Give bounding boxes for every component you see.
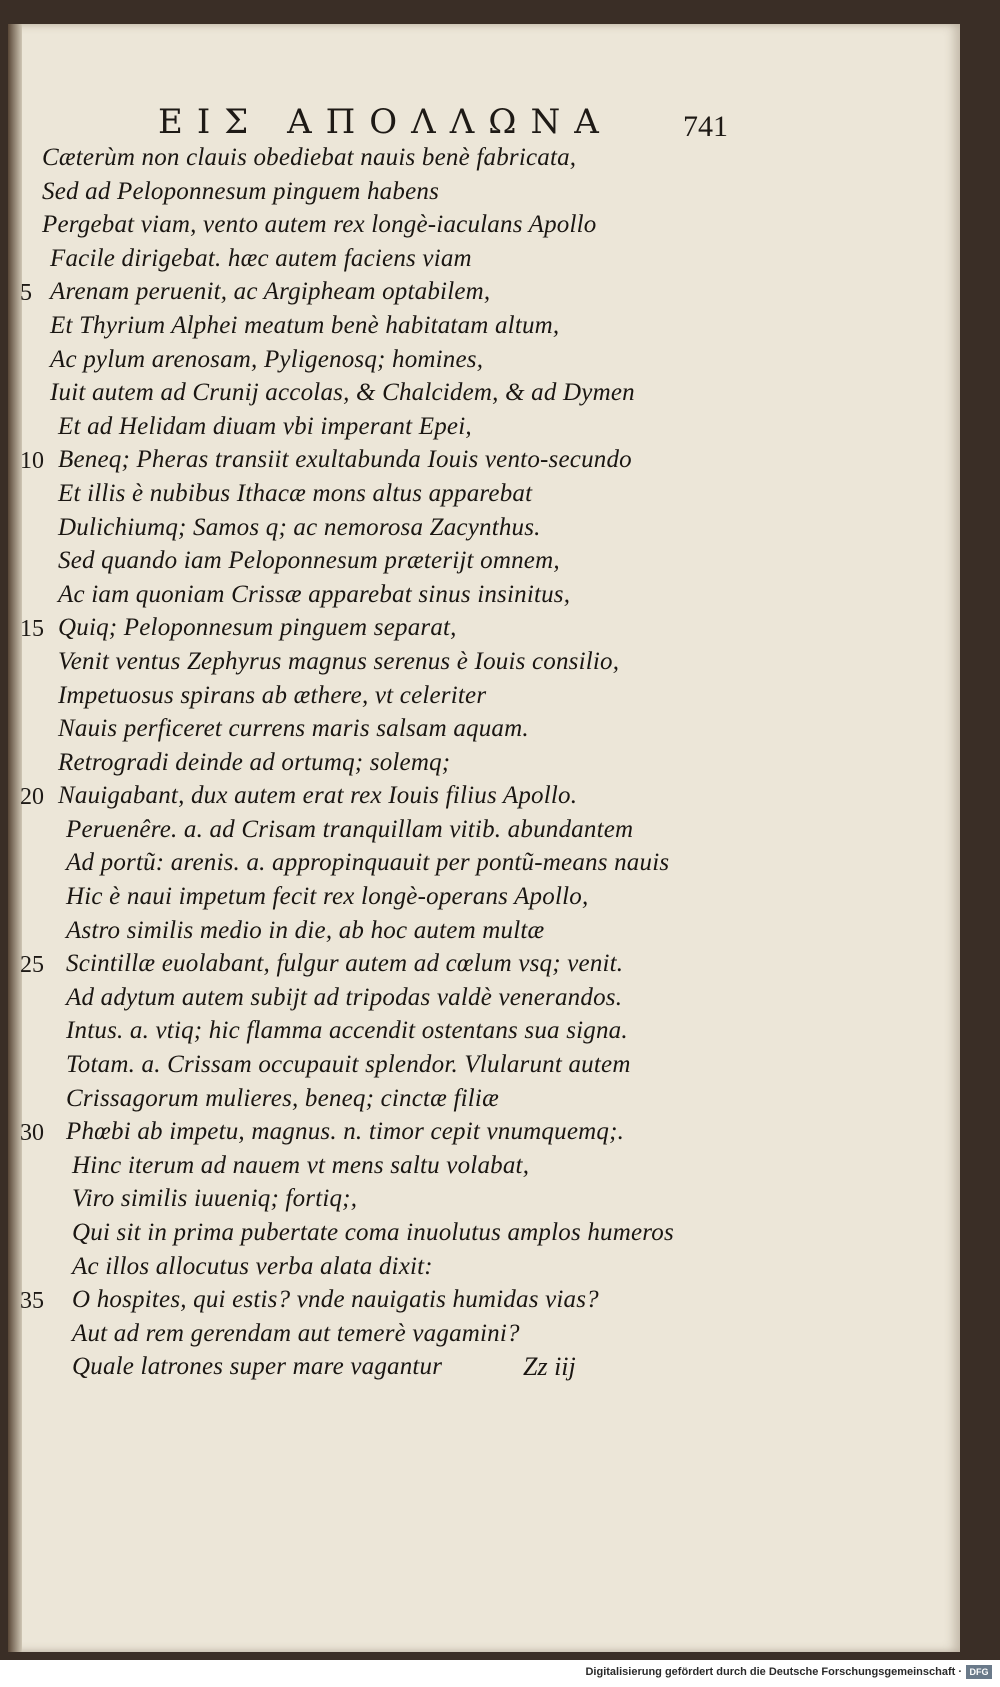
verse-line — [8, 1152, 960, 1186]
verse-text: Quiq; Peloponnesum pinguem separat, — [58, 614, 457, 642]
book-page — [8, 24, 960, 1652]
verse-text: Aut ad rem gerendam aut temerè vagamini? — [72, 1319, 520, 1347]
verse-line — [8, 1320, 960, 1354]
verse-line — [8, 1185, 960, 1219]
signature-mark: Zz iij — [523, 1352, 576, 1381]
line-number: 5 — [20, 280, 32, 307]
verse-text: Phœbi ab impetu, magnus. n. timor cepit vnumquemq;. — [66, 1118, 625, 1146]
verse-text: Et ad Helidam diuam vbi imperant Epei, — [58, 412, 472, 440]
verse-text: Intus. a. vtiq; hic flamma accendit ostentans sua signa. — [66, 1017, 628, 1045]
verse-line — [8, 1118, 960, 1152]
verse-line — [8, 1085, 960, 1119]
verse-text: Beneq; Pheras transiit exultabunda Iouis vento-secundo — [58, 446, 632, 474]
footer-bar — [0, 1660, 1000, 1687]
line-number: 10 — [20, 448, 44, 475]
verse-text: Quale latrones super mare vagantur — [72, 1353, 443, 1381]
verse-text: O hospites, qui estis? vnde nauigatis humidas vias? — [72, 1286, 599, 1314]
running-header — [158, 90, 728, 146]
verse-text: Venit ventus Zephyrus magnus serenus è Iouis consilio, — [58, 647, 620, 675]
verse-line — [8, 749, 960, 783]
verse-line — [8, 379, 960, 413]
verse-line — [8, 245, 960, 279]
verse-line — [8, 144, 960, 178]
verse-text: Hinc iterum ad nauem vt mens saltu volabat, — [72, 1151, 530, 1179]
verse-line — [8, 1219, 960, 1253]
verse-text: Scintillæ euolabant, fulgur autem ad cœlum vsq; venit. — [66, 950, 624, 978]
verse-line — [8, 648, 960, 682]
line-number: 35 — [20, 1288, 44, 1315]
verse-line — [8, 413, 960, 447]
verse-line — [8, 312, 960, 346]
verse-text: Viro similis iuueniq; fortiq;, — [72, 1185, 358, 1213]
verse-line — [8, 782, 960, 816]
verse-line — [8, 278, 960, 312]
verse-line — [8, 715, 960, 749]
verse-line — [8, 1051, 960, 1085]
poem-text — [8, 144, 960, 1387]
verse-line — [8, 346, 960, 380]
dfg-logo: DFG — [966, 1665, 992, 1679]
verse-text: Ad adytum autem subijt ad tripodas valdè venerandos. — [66, 983, 623, 1011]
verse-text: Crissagorum mulieres, beneq; cinctæ filiæ — [66, 1084, 499, 1112]
verse-line — [8, 446, 960, 480]
verse-text: Impetuosus spirans ab æthere, vt celeriter — [58, 681, 487, 709]
verse-text: Nauis perficeret currens maris salsam aquam. — [58, 715, 529, 743]
verse-text: Nauigabant, dux autem erat rex Iouis filius Apollo. — [58, 782, 578, 810]
verse-line — [8, 211, 960, 245]
verse-line — [8, 1353, 960, 1387]
verse-text: Retrogradi deinde ad ortumq; solemq; — [58, 748, 451, 776]
verse-line — [8, 514, 960, 548]
verse-line — [8, 178, 960, 212]
verse-text: Iuit autem ad Crunij accolas, & Chalcidem, & ad Dymen — [50, 379, 635, 407]
verse-text: Ad portũ: arenis. a. appropinquauit per pontũ-means nauis — [66, 849, 670, 877]
verse-line — [8, 816, 960, 850]
verse-line — [8, 581, 960, 615]
verse-text: Totam. a. Crissam occupauit splendor. Vlularunt autem — [66, 1051, 631, 1079]
header-title: ΕΙΣ ΑΠΟΛΛΩΝΑ — [158, 102, 613, 142]
verse-text: Cæterùm non clauis obediebat nauis benè fabricata, — [42, 144, 577, 171]
verse-text: Dulichiumq; Samos q; ac nemorosa Zacynthus. — [58, 513, 541, 541]
verse-line — [8, 1017, 960, 1051]
verse-text: Et illis è nubibus Ithacæ mons altus apparebat — [58, 479, 533, 507]
verse-text: Sed quando iam Peloponnesum præterijt omnem, — [58, 547, 560, 575]
line-number: 25 — [20, 952, 44, 979]
verse-text: Sed ad Peloponnesum pinguem habens — [42, 177, 440, 205]
footer-credit: Digitalisierung gefördert durch die Deutsche Forschungsgemeinschaft · — [585, 1666, 962, 1678]
verse-text: Arenam peruenit, ac Argipheam optabilem, — [50, 278, 491, 306]
verse-text: Ac pylum arenosam, Pyligenosq; homines, — [50, 345, 484, 373]
page-number: 741 — [683, 110, 728, 143]
verse-text: Astro similis medio in die, ab hoc autem multæ — [66, 916, 545, 944]
verse-text: Facile dirigebat. hæc autem faciens viam — [50, 244, 472, 272]
verse-text: Ac illos allocutus verba alata dixit: — [72, 1252, 433, 1280]
verse-line — [8, 480, 960, 514]
verse-line — [8, 1253, 960, 1287]
verse-text: Et Thyrium Alphei meatum benè habitatam altum, — [50, 311, 560, 339]
verse-text: Ac iam quoniam Crissæ apparebat sinus insinitus, — [58, 580, 571, 608]
line-number: 15 — [20, 616, 44, 643]
verse-line — [8, 917, 960, 951]
verse-line — [8, 984, 960, 1018]
line-number: 20 — [20, 784, 44, 811]
verse-line — [8, 682, 960, 716]
verse-line — [8, 883, 960, 917]
verse-text: Pergebat viam, vento autem rex longè-iaculans Apollo — [42, 211, 597, 239]
verse-line — [8, 547, 960, 581]
verse-line — [8, 950, 960, 984]
verse-line — [8, 614, 960, 648]
verse-line — [8, 1286, 960, 1320]
verse-line — [8, 849, 960, 883]
verse-text: Qui sit in prima pubertate coma inuolutus amplos humeros — [72, 1219, 674, 1246]
verse-text: Hic è naui impetum fecit rex longè-operans Apollo, — [66, 883, 589, 911]
verse-text: Peruenêre. a. ad Crisam tranquillam vitib. abundantem — [66, 815, 634, 843]
line-number: 30 — [20, 1120, 44, 1147]
